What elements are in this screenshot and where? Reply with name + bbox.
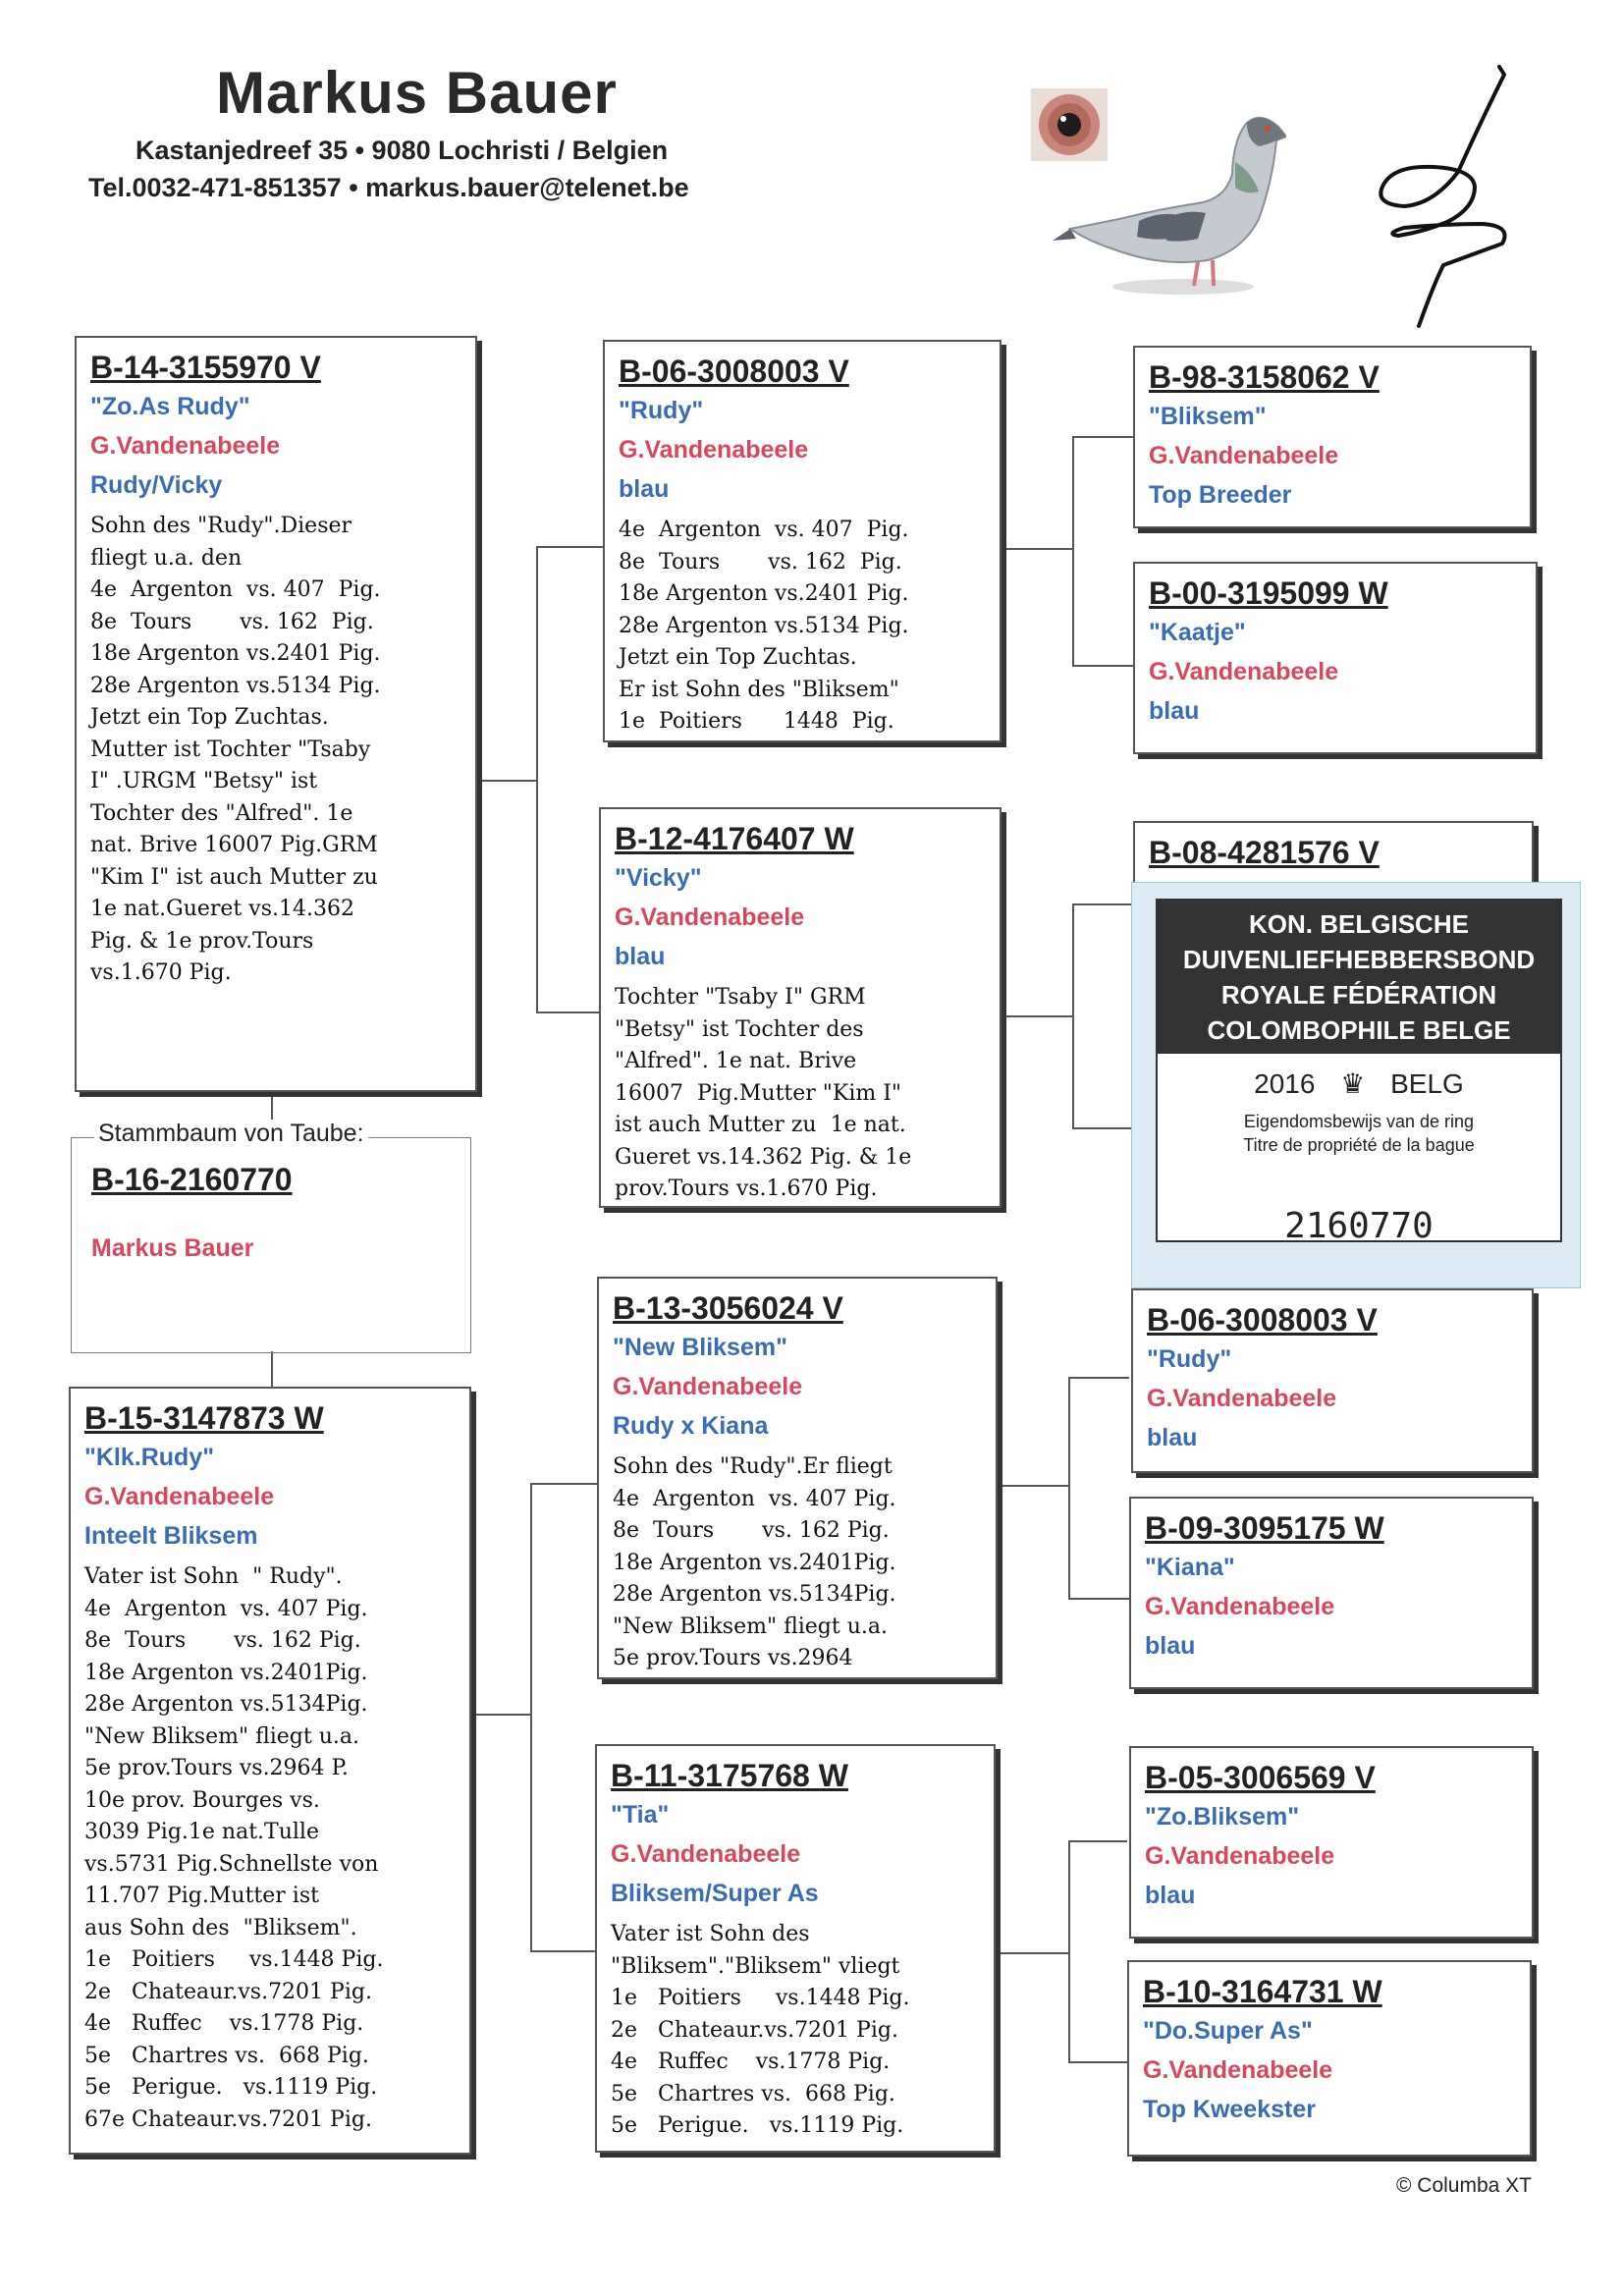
mm-name: "Tia" bbox=[611, 1801, 670, 1829]
ring-card-country: BELG bbox=[1390, 1068, 1464, 1099]
fm-color: blau bbox=[615, 943, 666, 970]
subject-label: Stammbaum von Taube: bbox=[94, 1120, 368, 1148]
ring-card-title-fr: Titre de propriété de la bague bbox=[1243, 1135, 1475, 1155]
mff-ring: B-06-3008003 V bbox=[1147, 1302, 1378, 1338]
mother-name: "Klk.Rudy" bbox=[84, 1444, 215, 1471]
fm-ring: B-12-4176407 W bbox=[615, 821, 854, 856]
ring-card-year: 2016 bbox=[1254, 1068, 1316, 1099]
fm-card bbox=[599, 807, 1001, 1208]
mf-card bbox=[597, 1277, 998, 1679]
mf-description: Sohn des "Rudy".Er fliegt 4e Argenton vs. 407 Pig. 8e Tours vs. 162 Pig. 18e Argenton vs.2401Pig. 28e Argenton vs.5134Pig. "New Bliksem" fliegt u.a. 5e prov.Tours vs.2964 bbox=[613, 1454, 896, 1670]
mother-breeder: G.Vandenabeele bbox=[84, 1483, 275, 1510]
mother-card bbox=[69, 1387, 471, 2155]
ring-card-number: 2160770 bbox=[1284, 1206, 1434, 1246]
fff-breeder: G.Vandenabeele bbox=[1149, 442, 1339, 469]
fff-name: "Bliksem" bbox=[1149, 403, 1267, 430]
father-breeder: G.Vandenabeele bbox=[90, 432, 281, 460]
fff-color: Top Breeder bbox=[1149, 481, 1292, 509]
ffm-ring: B-00-3195099 W bbox=[1149, 575, 1388, 611]
mmf-ring: B-05-3006569 V bbox=[1145, 1760, 1376, 1795]
fm-description: Tochter "Tsaby I" GRM "Betsy" ist Tochter des "Alfred". 1e nat. Brive 16007 Pig.Mutter "Kim I" ist auch Mutter zu 1e nat. Gueret vs.14.362 Pig. & 1e prov.Tours vs.1.670 Pig. bbox=[615, 985, 912, 1201]
mff-card bbox=[1131, 1288, 1534, 1473]
fm-breeder: G.Vandenabeele bbox=[615, 903, 805, 931]
mother-ring: B-15-3147873 W bbox=[84, 1400, 324, 1436]
ff-color: blau bbox=[619, 475, 670, 503]
mother-description: Vater ist Sohn " Rudy". 4e Argenton vs. 407 Pig. 8e Tours vs. 162 Pig. 18e Argenton vs.2401Pig. 28e Argenton vs.5134Pig. "New Bliksem" fliegt u.a. 5e prov.Tours vs.2964 P. 10e prov. Bourges vs. 3039 Pig.1e nat.Tulle vs.5731 Pig.Schnellste von 11.707 Pig.Mutter ist aus Sohn des "Bliksem". 1e Poitiers vs.1448 Pig. 2e Chateaur.vs.7201 Pig. 4e Ruffec vs.1778 Pig. 5e Chartres vs. 668 Pig. 5e Perigue. vs.1119 Pig. 67e Chateaur.vs.7201 Pig. bbox=[84, 1564, 384, 2132]
mmm-color: Top Kweekster bbox=[1143, 2096, 1316, 2123]
mmm-name: "Do.Super As" bbox=[1143, 2017, 1313, 2045]
mmm-breeder: G.Vandenabeele bbox=[1143, 2056, 1333, 2084]
fmf-ring: B-08-4281576 V bbox=[1149, 835, 1380, 870]
father-color: Rudy/Vicky bbox=[90, 471, 223, 499]
ring-ownership-card bbox=[1131, 882, 1581, 1288]
ff-card bbox=[603, 340, 1001, 742]
ffm-breeder: G.Vandenabeele bbox=[1149, 658, 1339, 685]
subject-card bbox=[71, 1137, 471, 1353]
ff-breeder: G.Vandenabeele bbox=[619, 436, 809, 464]
ff-name: "Rudy" bbox=[619, 397, 704, 424]
mf-name: "New Bliksem" bbox=[613, 1334, 787, 1361]
owner-address: Kastanjedreef 35 • 9080 Lochristi / Belgien bbox=[135, 136, 669, 165]
mm-ring: B-11-3175768 W bbox=[611, 1758, 848, 1793]
mother-color: Inteelt Bliksem bbox=[84, 1522, 258, 1550]
fm-name: "Vicky" bbox=[615, 864, 702, 892]
ff-ring: B-06-3008003 V bbox=[619, 354, 849, 389]
pigeon-illustration bbox=[1051, 93, 1286, 300]
mmm-card bbox=[1127, 1960, 1532, 2157]
mf-color: Rudy x Kiana bbox=[613, 1412, 769, 1440]
copyright-footer: © Columba XT bbox=[1395, 2174, 1532, 2197]
mf-ring: B-13-3056024 V bbox=[613, 1290, 843, 1326]
father-name: "Zo.As Rudy" bbox=[90, 393, 250, 420]
mmf-color: blau bbox=[1145, 1882, 1196, 1909]
mm-card bbox=[595, 1744, 996, 2153]
ffm-color: blau bbox=[1149, 697, 1200, 725]
mm-description: Vater ist Sohn des "Bliksem"."Bliksem" vliegt 1e Poitiers vs.1448 Pig. 2e Chateaur.vs.7201 Pig. 4e Ruffec vs.1778 Pig. 5e Chartres vs. 668 Pig. 5e Perigue. vs.1119 Pig. bbox=[611, 1922, 910, 2138]
ffm-card bbox=[1133, 562, 1538, 754]
mfm-name: "Kiana" bbox=[1145, 1554, 1235, 1581]
mf-breeder: G.Vandenabeele bbox=[613, 1373, 803, 1400]
mm-color: Bliksem/Super As bbox=[611, 1880, 819, 1907]
mmm-ring: B-10-3164731 W bbox=[1143, 1974, 1382, 2009]
father-description: Sohn des "Rudy".Dieser fliegt u.a. den 4e Argenton vs. 407 Pig. 8e Tours vs. 162 Pig. 18e Argenton vs.2401 Pig. 28e Argenton vs.5134 Pig. Jetzt ein Top Zuchtas. Mutter ist Tochter "Tsaby I" .URGM "Betsy" ist Tochter des "Alfred". 1e nat. Brive 16007 Pig.GRM "Kim I" ist auch Mutter zu 1e nat.Gueret vs.14.362 Pig. & 1e prov.Tours vs.1.670 Pig. bbox=[90, 514, 381, 985]
ring-card-org-fr: ROYALE FÉDÉRATION COLOMBOPHILE BELGE bbox=[1207, 980, 1511, 1045]
fff-card bbox=[1133, 346, 1532, 528]
ff-description: 4e Argenton vs. 407 Pig. 8e Tours vs. 162 Pig. 18e Argenton vs.2401 Pig. 28e Argenton vs.5134 Pig. Jetzt ein Top Zuchtas. Er ist Sohn des "Bliksem" 1e Poitiers 1448 Pig. bbox=[619, 518, 909, 734]
subject-ring: B-16-2160770 bbox=[91, 1162, 293, 1197]
mfm-breeder: G.Vandenabeele bbox=[1145, 1593, 1335, 1620]
ring-card-title-nl: Eigendomsbewijs van de ring bbox=[1243, 1112, 1475, 1131]
mff-name: "Rudy" bbox=[1147, 1345, 1232, 1373]
mfm-color: blau bbox=[1145, 1632, 1196, 1660]
owner-name: Markus Bauer bbox=[216, 60, 618, 126]
fff-ring: B-98-3158062 V bbox=[1149, 359, 1380, 395]
mfm-card bbox=[1129, 1497, 1534, 1689]
father-card bbox=[75, 336, 477, 1092]
mmf-name: "Zo.Bliksem" bbox=[1145, 1803, 1300, 1831]
father-ring: B-14-3155970 V bbox=[90, 350, 321, 385]
mff-breeder: G.Vandenabeele bbox=[1147, 1385, 1337, 1412]
mmf-card bbox=[1129, 1746, 1534, 1939]
handwritten-signature bbox=[1365, 59, 1532, 334]
mff-color: blau bbox=[1147, 1424, 1198, 1451]
owner-contact: Tel.0032-471-851357 • markus.bauer@telenet.be bbox=[88, 173, 689, 202]
mmf-breeder: G.Vandenabeele bbox=[1145, 1842, 1335, 1870]
mm-breeder: G.Vandenabeele bbox=[611, 1840, 801, 1868]
subject-owner: Markus Bauer bbox=[91, 1234, 254, 1262]
crown-icon: ♛ bbox=[1340, 1068, 1366, 1099]
mfm-ring: B-09-3095175 W bbox=[1145, 1510, 1384, 1546]
ffm-name: "Kaatje" bbox=[1149, 619, 1246, 646]
ring-card-org-nl: KON. BELGISCHE DUIVENLIEFHEBBERSBOND bbox=[1182, 909, 1536, 974]
